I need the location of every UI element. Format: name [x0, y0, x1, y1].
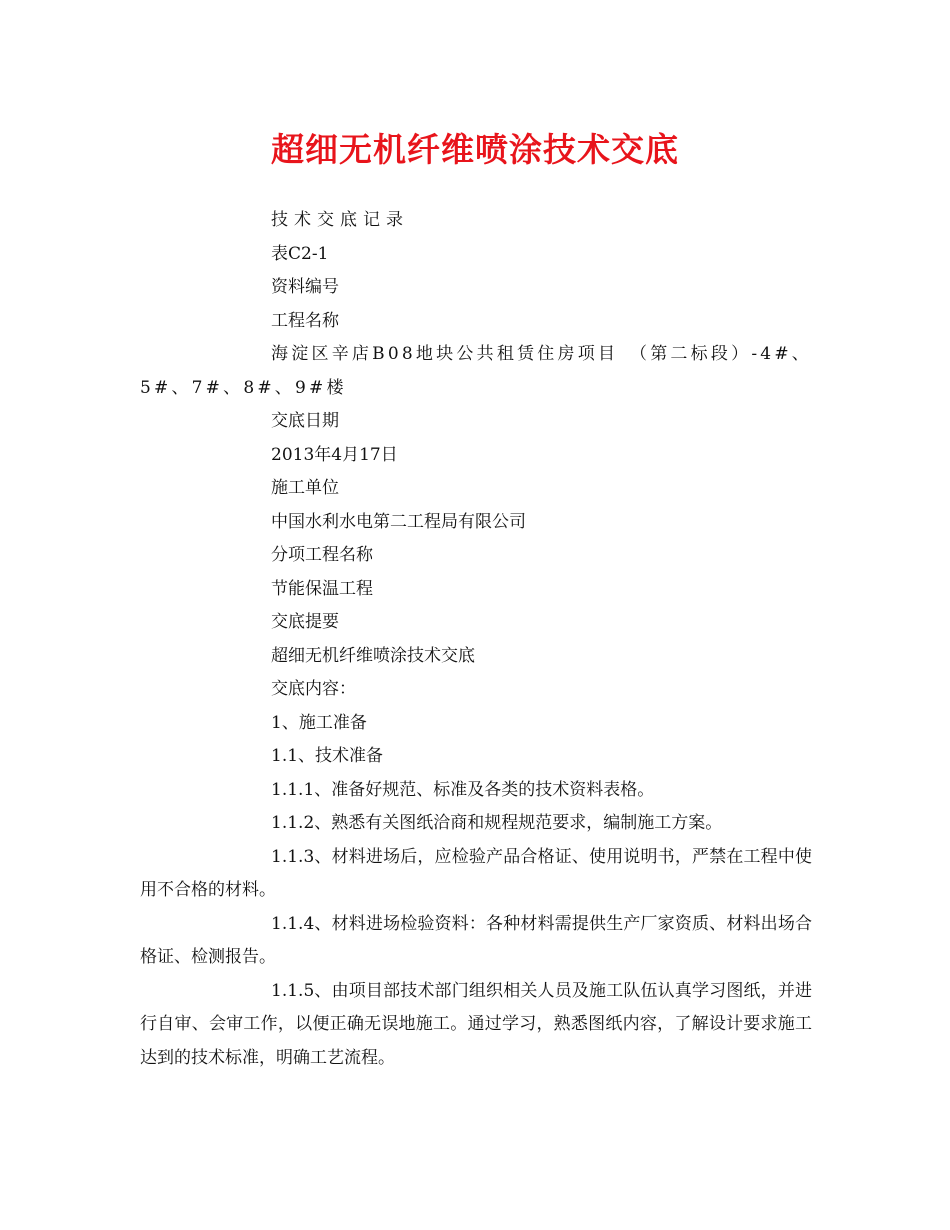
field-label-disclosure-date: 交底日期 — [271, 411, 339, 431]
field-label-summary: 交底提要 — [271, 612, 339, 632]
field-value-sub-project-name: 节能保温工程 — [271, 578, 373, 599]
document-title: 超细无机纤维喷涂技术交底 — [271, 130, 679, 169]
field-label-construction-unit: 施工单位 — [271, 478, 339, 498]
content-item: 1.1.5、由项目部技术部门组织相关人员及施工队伍认真学习图纸，并进行自审、会审工作，以便正确无误地施工。通过学习，熟悉图纸内容，了解设计要求施工达到的技术标准，明确工艺流程。 — [140, 980, 812, 1068]
subsection-heading: 1.1、技术准备 — [271, 746, 384, 766]
form-number: 表C2-1 — [271, 243, 329, 264]
field-label-project-name: 工程名称 — [271, 310, 339, 331]
record-heading: 技术交底记录 — [271, 210, 409, 230]
field-value-disclosure-date: 2013年4月17日 — [271, 444, 398, 465]
field-value-summary: 超细无机纤维喷涂技术交底 — [271, 645, 475, 666]
section-heading: 1、施工准备 — [271, 712, 367, 733]
field-value-project-name: 海淀区辛店B08地块公共租赁住房项目 （第二标段）-4#、5#、7#、8#、9#楼 — [140, 344, 812, 398]
content-item: 1.1.2、熟悉有关图纸洽商和规程规范要求，编制施工方案。 — [271, 813, 723, 833]
field-label-content: 交底内容： — [271, 679, 356, 699]
content-item: 1.1.1、准备好规范、标准及各类的技术资料表格。 — [271, 779, 655, 800]
content-item: 1.1.3、材料进场后，应检验产品合格证、使用说明书，严禁在工程中使用不合格的材料。 — [140, 846, 812, 900]
field-label-document-number: 资料编号 — [271, 277, 339, 297]
field-label-sub-project-name: 分项工程名称 — [271, 545, 373, 565]
field-value-construction-unit: 中国水利水电第二工程局有限公司 — [271, 511, 526, 532]
document-body — [140, 204, 812, 1075]
content-item: 1.1.4、材料进场检验资料：各种材料需提供生产厂家资质、材料出场合格证、检测报告。 — [140, 913, 812, 967]
